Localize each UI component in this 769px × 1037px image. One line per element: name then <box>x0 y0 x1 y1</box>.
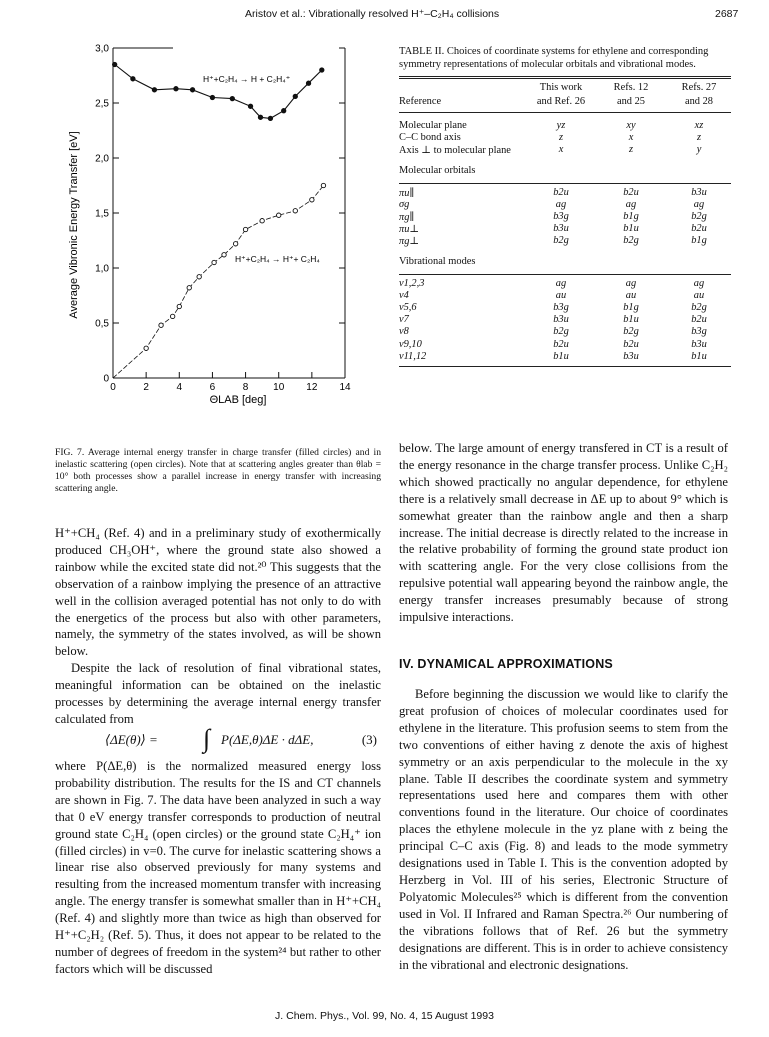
table-row <box>399 211 731 223</box>
table-rule <box>399 112 731 113</box>
right-column-bottom <box>399 686 728 973</box>
running-title: Aristov et al.: Vibrationally resolved H⁺–C₂H₄ collisions <box>245 8 500 20</box>
equation-rhs: P(ΔE,θ)ΔE · dΔE, <box>221 732 314 747</box>
data-point-filled <box>190 88 194 92</box>
table-row <box>399 199 731 211</box>
table-cell: xy <box>626 120 636 131</box>
header-cell: Reference <box>399 96 442 107</box>
header-cell: This work <box>539 82 583 93</box>
table-cell: ν5,6 <box>399 302 417 313</box>
y-tick-label: 3,0 <box>95 43 109 55</box>
table-cell: yz <box>556 120 566 131</box>
paragraph: Before beginning the discussion we would like to clarify the great profusion of choices of molecular coordinates used for ethylene in the literature. This profusion seems to stem from the two conventions of either having z denote the axis of highest symmetry or an axis perpendicular to the molecule in the xy plane. Table II describes the coordinate system and symmetry representations used here and compares them with other conventions found in the literature. Our choice of coordinates places the ethylene molecule in the yz plane with z being the principal C–C axis (Fig. 8) and leads to the mode symmetry designations used in Table I. This is the convention adopted by Herzberg in Vol. III of his series, Electronic Structure of Polyatomic Molecules²⁵ which is different from the convention used in Vol. II Infrared and Raman Spectra.²⁶ Our numbering of the vibrations follows that of Ref. 26 but the symmetry designations are different. This is in order to achieve consistency in the vibrational and electronic designations. <box>399 687 728 972</box>
x-tick-label: 12 <box>306 382 318 393</box>
chart-lines <box>113 65 324 379</box>
table-row <box>399 223 731 235</box>
data-point-open <box>243 227 247 231</box>
table-row <box>399 351 731 363</box>
table-cell: b2g <box>623 326 639 338</box>
table-cell: b2g <box>691 302 707 313</box>
table-cell: b1u <box>691 350 707 362</box>
x-tick-label: 14 <box>339 382 351 393</box>
y-tick-label: 0 <box>103 373 109 385</box>
data-point-filled <box>293 94 297 98</box>
table-cell: ag <box>555 277 567 289</box>
table-cell: ν7 <box>399 314 409 326</box>
table-cell: b3u <box>553 223 569 235</box>
y-tick-label: 1,5 <box>95 208 109 220</box>
table-cell: b1g <box>623 211 639 222</box>
table-cell: au <box>693 289 705 301</box>
table-cell: b1g <box>623 302 639 313</box>
table-row <box>399 132 731 144</box>
x-tick-label: 10 <box>273 382 285 393</box>
table-section-title: Molecular orbitals <box>399 164 476 176</box>
data-point-filled <box>320 68 324 72</box>
table-cell: ag <box>693 198 705 210</box>
data-point-open <box>233 242 237 246</box>
table-cell: Axis ⊥ to molecular plane <box>399 145 511 157</box>
data-point-open <box>293 209 297 213</box>
table-cell: ag <box>625 198 637 210</box>
table-cell: Molecular plane <box>399 120 467 131</box>
left-column-bottom <box>55 758 381 978</box>
table-header-row <box>399 96 731 108</box>
data-point-open <box>197 275 201 279</box>
table-row <box>399 326 731 338</box>
data-point-filled <box>152 88 156 92</box>
paragraph: H⁺+CH₄ (Ref. 4) and in a preliminary study of exothermically produced CH₃OH⁺, where the ground state also showed a rainbow while the excited state did not.²⁰ This suggests that the observation of a rainbow implying the presence of an attractive well in the collision averaged potential has not only to do with the energetics of the process but also with other parameters, namely, the symmetry of the states involved, as will be shown below. <box>55 526 381 659</box>
y-tick-label: 0,5 <box>95 318 109 330</box>
annotation-inelastic: H⁺+C₂H₄ → H⁺+ C₂H₄ <box>235 254 320 264</box>
table-cell: ag <box>555 198 567 210</box>
data-point-open <box>277 213 281 217</box>
table-cell: x <box>558 144 564 156</box>
data-point-filled <box>258 115 262 119</box>
equation-number: (3) <box>361 732 377 747</box>
paragraph: below. The large amount of energy transfered in CT is a result of the energy resonance in the charge transfer process. Unlike C₂H₂ which showed practically no angular dependence, for ethylene there is a relatively small decrease in ΔE up to about 9° which is somewhat greater than the rainbow angle and then a sharp increase. The initial decrease is directly related to the increase in the relative probability of forming the ground state product ion with scattering angle. For the very close collisions from the repulsive potential wall appearing beyond the rainbow angle, the energy transfer increases presumably because of strong impulsive interactions. <box>399 441 728 625</box>
table-cell: y <box>696 144 702 156</box>
paragraph: Despite the lack of resolution of final vibrational states, meaningful information can be obtained on the inelastic processes by determining the average internal energy transfer calculated from <box>55 661 381 726</box>
data-point-open <box>187 286 191 290</box>
table-cell: ν9,10 <box>399 338 422 350</box>
data-point-open <box>159 323 163 327</box>
data-point-filled <box>112 62 116 66</box>
table-cell: b3g <box>691 326 707 338</box>
table-cell: b2u <box>553 338 569 350</box>
table-cell: σg <box>399 198 410 210</box>
table-cell: ag <box>625 277 637 289</box>
table-cell: x <box>628 132 634 144</box>
table-cell: b1u <box>623 314 639 326</box>
table-cell: ν11,12 <box>399 350 427 362</box>
integral-sign: ∫ <box>203 724 211 753</box>
table-cell: b1u <box>623 223 639 235</box>
table-cell: b3g <box>553 302 569 313</box>
data-point-open <box>212 260 216 264</box>
table-cell: b2u <box>691 314 707 326</box>
table-cell: z <box>628 144 634 156</box>
figure-caption: FIG. 7. Average internal energy transfer in charge transfer (filled circles) and in inelastic scattering (open circles). Note that at scattering angles greater than θlab = 10° both processes show a parallel increase in energy transfer with increasing scattering angle. <box>55 447 381 494</box>
data-point-open <box>144 346 148 350</box>
annotation-charge-transfer: H⁺+C₂H₄ → H + C₂H₄⁺ <box>203 74 291 84</box>
data-point-open <box>177 304 181 308</box>
table-cell: b2u <box>623 338 639 350</box>
x-axis-label: ΘLAB [deg] <box>209 394 267 406</box>
table-rule <box>399 78 731 79</box>
y-axis-label: Average Vibronic Energy Transfer [eV] <box>68 131 80 319</box>
chart-frame <box>113 48 345 378</box>
figure-7-chart <box>55 40 375 415</box>
table-cell: C–C bond axis <box>399 132 461 144</box>
table-row <box>399 339 731 351</box>
table-caption: TABLE II. Choices of coordinate systems for ethylene and corresponding symmetry representations of molecular orbitals and vibrational modes. <box>399 46 709 70</box>
header-cell: and 28 <box>685 96 713 107</box>
table-row <box>399 120 731 132</box>
data-point-filled <box>306 81 310 85</box>
table-cell: πu∥ <box>399 187 415 199</box>
page-footer: J. Chem. Phys., Vol. 99, No. 4, 15 August 1993 <box>275 1010 494 1022</box>
table-rule <box>399 76 731 77</box>
table-section-title: Vibrational modes <box>399 255 476 267</box>
data-point-filled <box>210 95 214 99</box>
data-point-open <box>321 183 325 187</box>
table-cell: au <box>555 289 567 301</box>
table-rule <box>399 274 731 275</box>
table-rule <box>399 183 731 184</box>
table-row <box>399 187 731 199</box>
table-cell: b2g <box>553 235 569 247</box>
table-row <box>399 290 731 302</box>
table-cell: z <box>558 132 564 144</box>
table-cell: b3u <box>691 338 707 350</box>
section-heading: IV. DYNAMICAL APPROXIMATIONS <box>399 657 613 671</box>
table-cell: b3g <box>553 211 569 222</box>
data-point-filled <box>230 96 234 100</box>
table-cell: ν8 <box>399 326 409 338</box>
table-cell: b2u <box>691 223 707 235</box>
chart-points <box>112 62 325 350</box>
data-point-filled <box>281 109 285 113</box>
x-tick-label: 8 <box>242 382 249 393</box>
chart-ticks <box>95 44 351 394</box>
left-column-top <box>55 525 381 728</box>
table-rule <box>399 366 731 367</box>
data-point-open <box>222 253 226 257</box>
table-cell: πu⊥ <box>399 224 420 236</box>
table-header-row <box>399 82 731 94</box>
table-row <box>399 314 731 326</box>
table-cell: au <box>625 289 637 301</box>
data-point-filled <box>248 104 252 108</box>
data-point-open <box>310 198 314 202</box>
paragraph: where P(ΔE,θ) is the normalized measured energy loss probability distribution. The results for the IS and CT channels are shown in Fig. 7. The data have been analyzed in such a way that 0 eV energy transfer corresponds to production of neutral ground state C₂H₄ (open circles) or the ground state C₂H₄⁺ ion (filled circles) in v=0. The curve for inelastic scattering shows a linear rise also observed previously for many systems and resulting from the increased momentum transfer with increasing angle. The energy transfer is somewhat smaller than in H⁺+CH₄ (Ref. 4) and slightly more than twice as high than observed for H⁺+C₂H₂ (Ref. 5). Thus, it does not appear to be related to the number of degrees of freedom in the system²⁴ but rather to other factors which will be discussed <box>55 759 381 976</box>
table-cell: b1g <box>691 235 707 247</box>
header-cell: Refs. 27 <box>681 82 717 93</box>
x-tick-label: 2 <box>143 382 149 393</box>
table-cell: b3u <box>553 314 569 326</box>
table-cell: b1u <box>553 350 569 362</box>
table-cell: b3u <box>623 350 639 362</box>
table-cell: b3u <box>691 186 707 198</box>
table-cell: b2g <box>623 235 639 247</box>
x-tick-label: 0 <box>110 382 116 393</box>
equation-lhs: ⟨ΔE(θ)⟩ = <box>105 732 158 747</box>
chart-svg <box>55 40 375 415</box>
table-cell: b2u <box>553 186 569 198</box>
table-cell: ν1,2,3 <box>399 277 425 289</box>
table-cell: πg∥ <box>399 212 415 223</box>
x-tick-label: 4 <box>176 382 183 393</box>
table-cell: z <box>696 132 702 144</box>
data-point-filled <box>174 87 178 91</box>
series-line-charge-transfer <box>115 65 322 119</box>
header-cell: and 25 <box>617 96 645 107</box>
table-row <box>399 235 731 247</box>
table-row <box>399 144 731 156</box>
header-cell: and Ref. 26 <box>536 96 586 107</box>
table-ii <box>399 46 731 362</box>
table-cell: xz <box>694 120 704 131</box>
y-tick-label: 2,5 <box>95 98 109 110</box>
table-cell: ag <box>693 277 705 289</box>
table-cell: b2u <box>623 186 639 198</box>
data-point-open <box>170 314 174 318</box>
page-number: 2687 <box>715 8 739 20</box>
y-tick-label: 1,0 <box>95 263 109 275</box>
x-tick-label: 6 <box>209 382 216 393</box>
header-cell: Refs. 12 <box>613 82 649 93</box>
table-cell: πg⊥ <box>399 236 420 248</box>
table-row <box>399 302 731 314</box>
table-cell: b2g <box>553 326 569 338</box>
equation-3 <box>55 724 381 753</box>
table-cell: ν4 <box>399 289 409 301</box>
data-point-filled <box>131 77 135 81</box>
table-row <box>399 278 731 290</box>
y-tick-label: 2,0 <box>95 153 109 165</box>
data-point-filled <box>268 116 272 120</box>
table-cell: b2g <box>691 211 707 222</box>
data-point-open <box>260 219 264 223</box>
right-column-top <box>399 440 728 626</box>
